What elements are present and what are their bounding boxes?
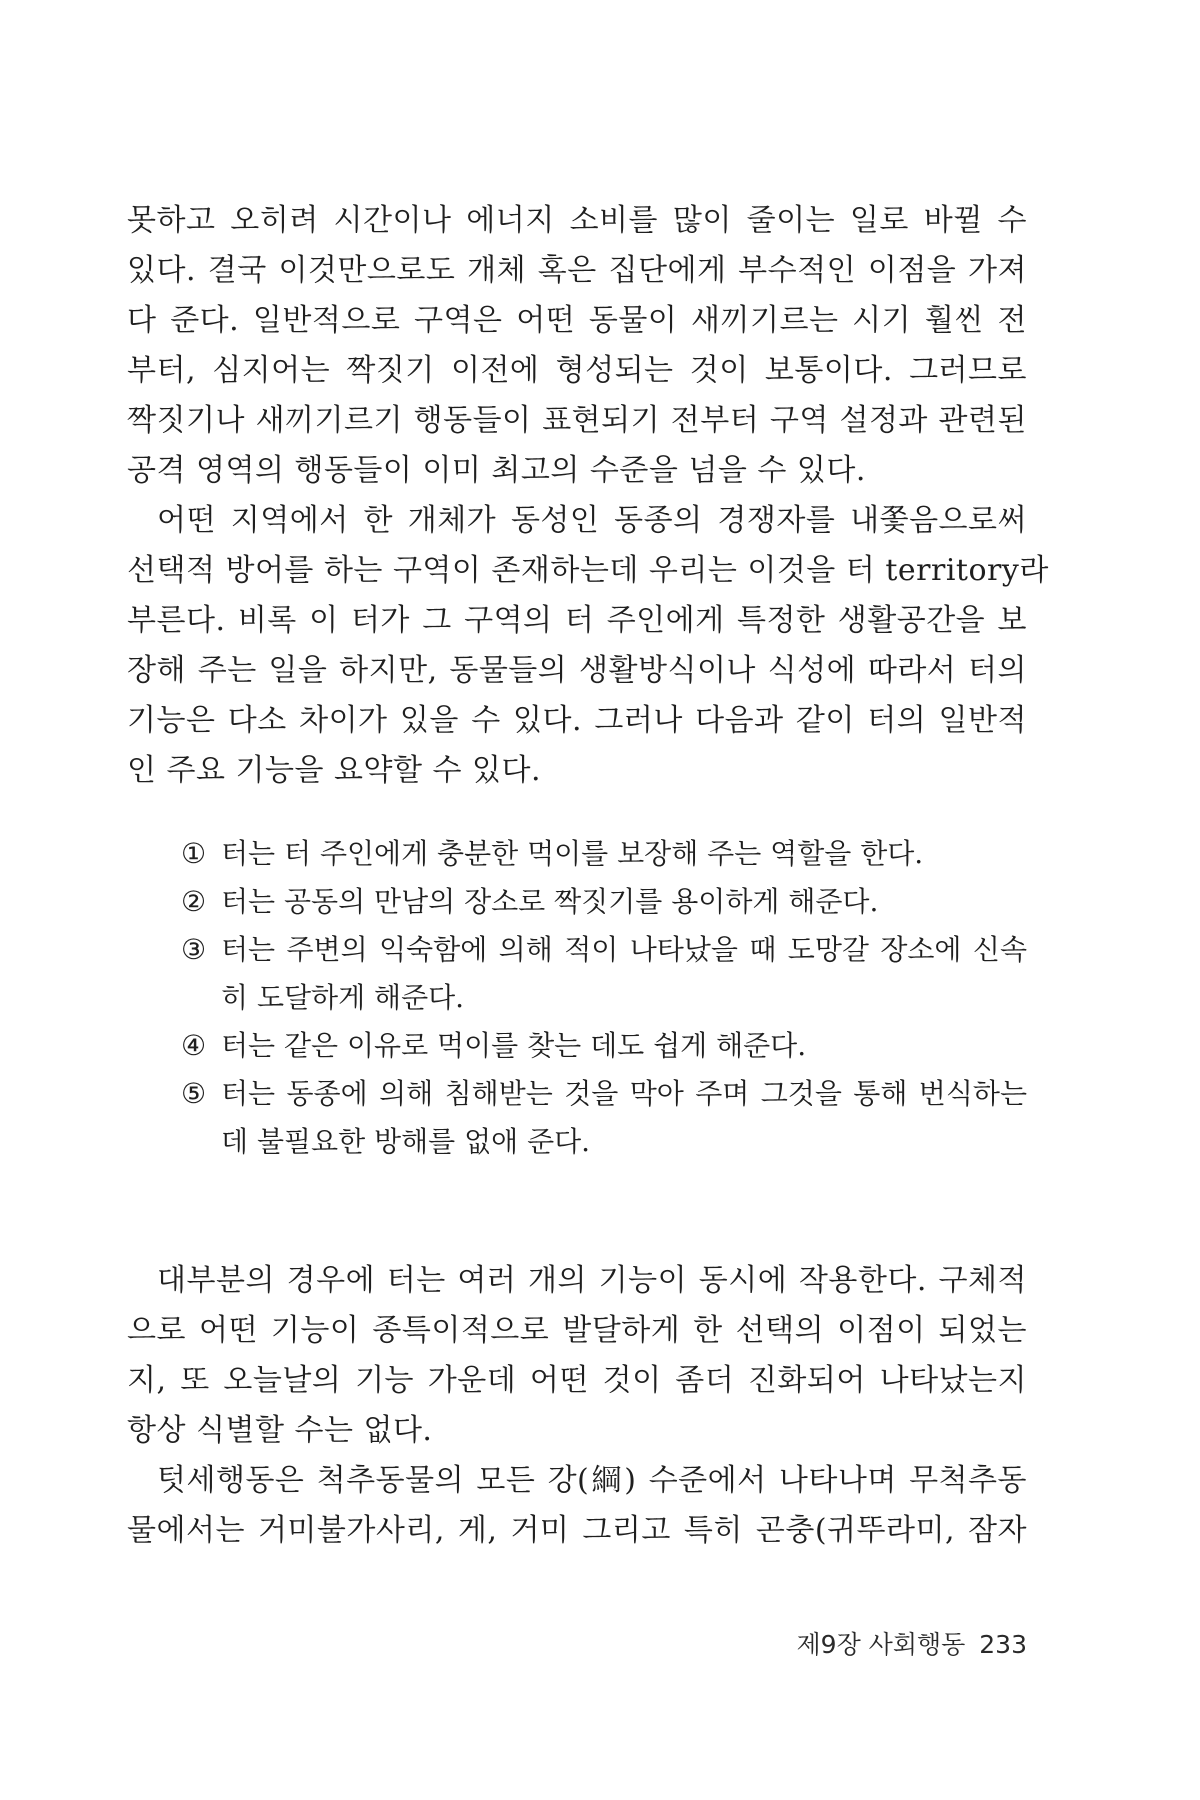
list-item (181, 830, 1027, 878)
list-text: 터는 같은 이유로 먹이를 찾는 데도 쉽게 해준다. (221, 1029, 807, 1062)
paragraph-3 (127, 1256, 1027, 1456)
page-number: 233 (979, 1630, 1027, 1659)
text-line: 텃세행동은 척추동물의 모든 강(綱) 수준에서 나타나며 무척추동 (157, 1463, 1027, 1498)
function-list (181, 830, 1027, 1166)
text-line: 장해 주는 일을 하지만, 동물들의 생활방식이나 식성에 따라서 터의 (127, 653, 1027, 688)
paragraph-2 (127, 496, 1049, 796)
text-line: 대부분의 경우에 터는 여러 개의 기능이 동시에 작용한다. 구체적 (157, 1263, 1027, 1298)
text-line: 인 주요 기능을 요약할 수 있다. (127, 753, 541, 788)
list-text: 터는 공동의 만남의 장소로 짝짓기를 용이하게 해준다. (221, 885, 879, 918)
text-line: 으로 어떤 기능이 종특이적으로 발달하게 한 선택의 이점이 되었는 (127, 1313, 1027, 1348)
list-item (181, 1070, 1027, 1166)
list-text: 터는 터 주인에게 충분한 먹이를 보장해 주는 역할을 한다. (221, 837, 924, 870)
text-line: 부터, 심지어는 짝짓기 이전에 형성되는 것이 보통이다. 그러므로 (127, 353, 1027, 388)
text-line: 물에서는 거미불가사리, 게, 거미 그리고 특히 곤충(귀뚜라미, 잠자 (127, 1513, 1027, 1548)
list-number: ④ (181, 1029, 207, 1062)
text-line: 공격 영역의 행동들이 이미 최고의 수준을 넘을 수 있다. (127, 453, 866, 488)
list-text-continued: 히 도달하게 해준다. (221, 981, 465, 1014)
list-text: 터는 주변의 익숙함에 의해 적이 나타났을 때 도망갈 장소에 신속 (221, 933, 1027, 966)
list-number: ⑤ (181, 1077, 207, 1110)
text-line: 부른다. 비록 이 터가 그 구역의 터 주인에게 특정한 생활공간을 보 (127, 603, 1027, 638)
paragraph-1 (127, 196, 1027, 496)
paragraph-4 (127, 1456, 1027, 1556)
list-number: ② (181, 885, 207, 918)
text-line: 못하고 오히려 시간이나 에너지 소비를 많이 줄이는 일로 바뀔 수 (127, 203, 1027, 238)
text-line: 있다. 결국 이것만으로도 개체 혹은 집단에게 부수적인 이점을 가져 (127, 253, 1027, 288)
list-number: ③ (181, 933, 207, 966)
text-line: 기능은 다소 차이가 있을 수 있다. 그러나 다음과 같이 터의 일반적 (127, 703, 1027, 738)
list-text: 터는 동종에 의해 침해받는 것을 막아 주며 그것을 통해 번식하는 (221, 1077, 1027, 1110)
list-item (181, 1022, 1027, 1070)
text-line: 다 준다. 일반적으로 구역은 어떤 동물이 새끼기르는 시기 훨씬 전 (127, 303, 1027, 338)
chapter-title: 제9장 사회행동 (796, 1630, 966, 1659)
list-item (181, 926, 1027, 1022)
page-footer (745, 1630, 1027, 1660)
list-number: ① (181, 837, 207, 870)
text-line: 항상 식별할 수는 없다. (127, 1413, 433, 1448)
text-line: 지, 또 오늘날의 기능 가운데 어떤 것이 좀더 진화되어 나타났는지 (127, 1363, 1027, 1398)
list-item (181, 878, 1027, 926)
list-text-continued: 데 불필요한 방해를 없애 준다. (221, 1125, 591, 1158)
text-line: 어떤 지역에서 한 개체가 동성인 동종의 경쟁자를 내쫓음으로써 (157, 503, 1027, 538)
text-line: 짝짓기나 새끼기르기 행동들이 표현되기 전부터 구역 설정과 관련된 (127, 403, 1027, 438)
text-line: 선택적 방어를 하는 구역이 존재하는데 우리는 이것을 터 territory라 (127, 553, 1049, 588)
